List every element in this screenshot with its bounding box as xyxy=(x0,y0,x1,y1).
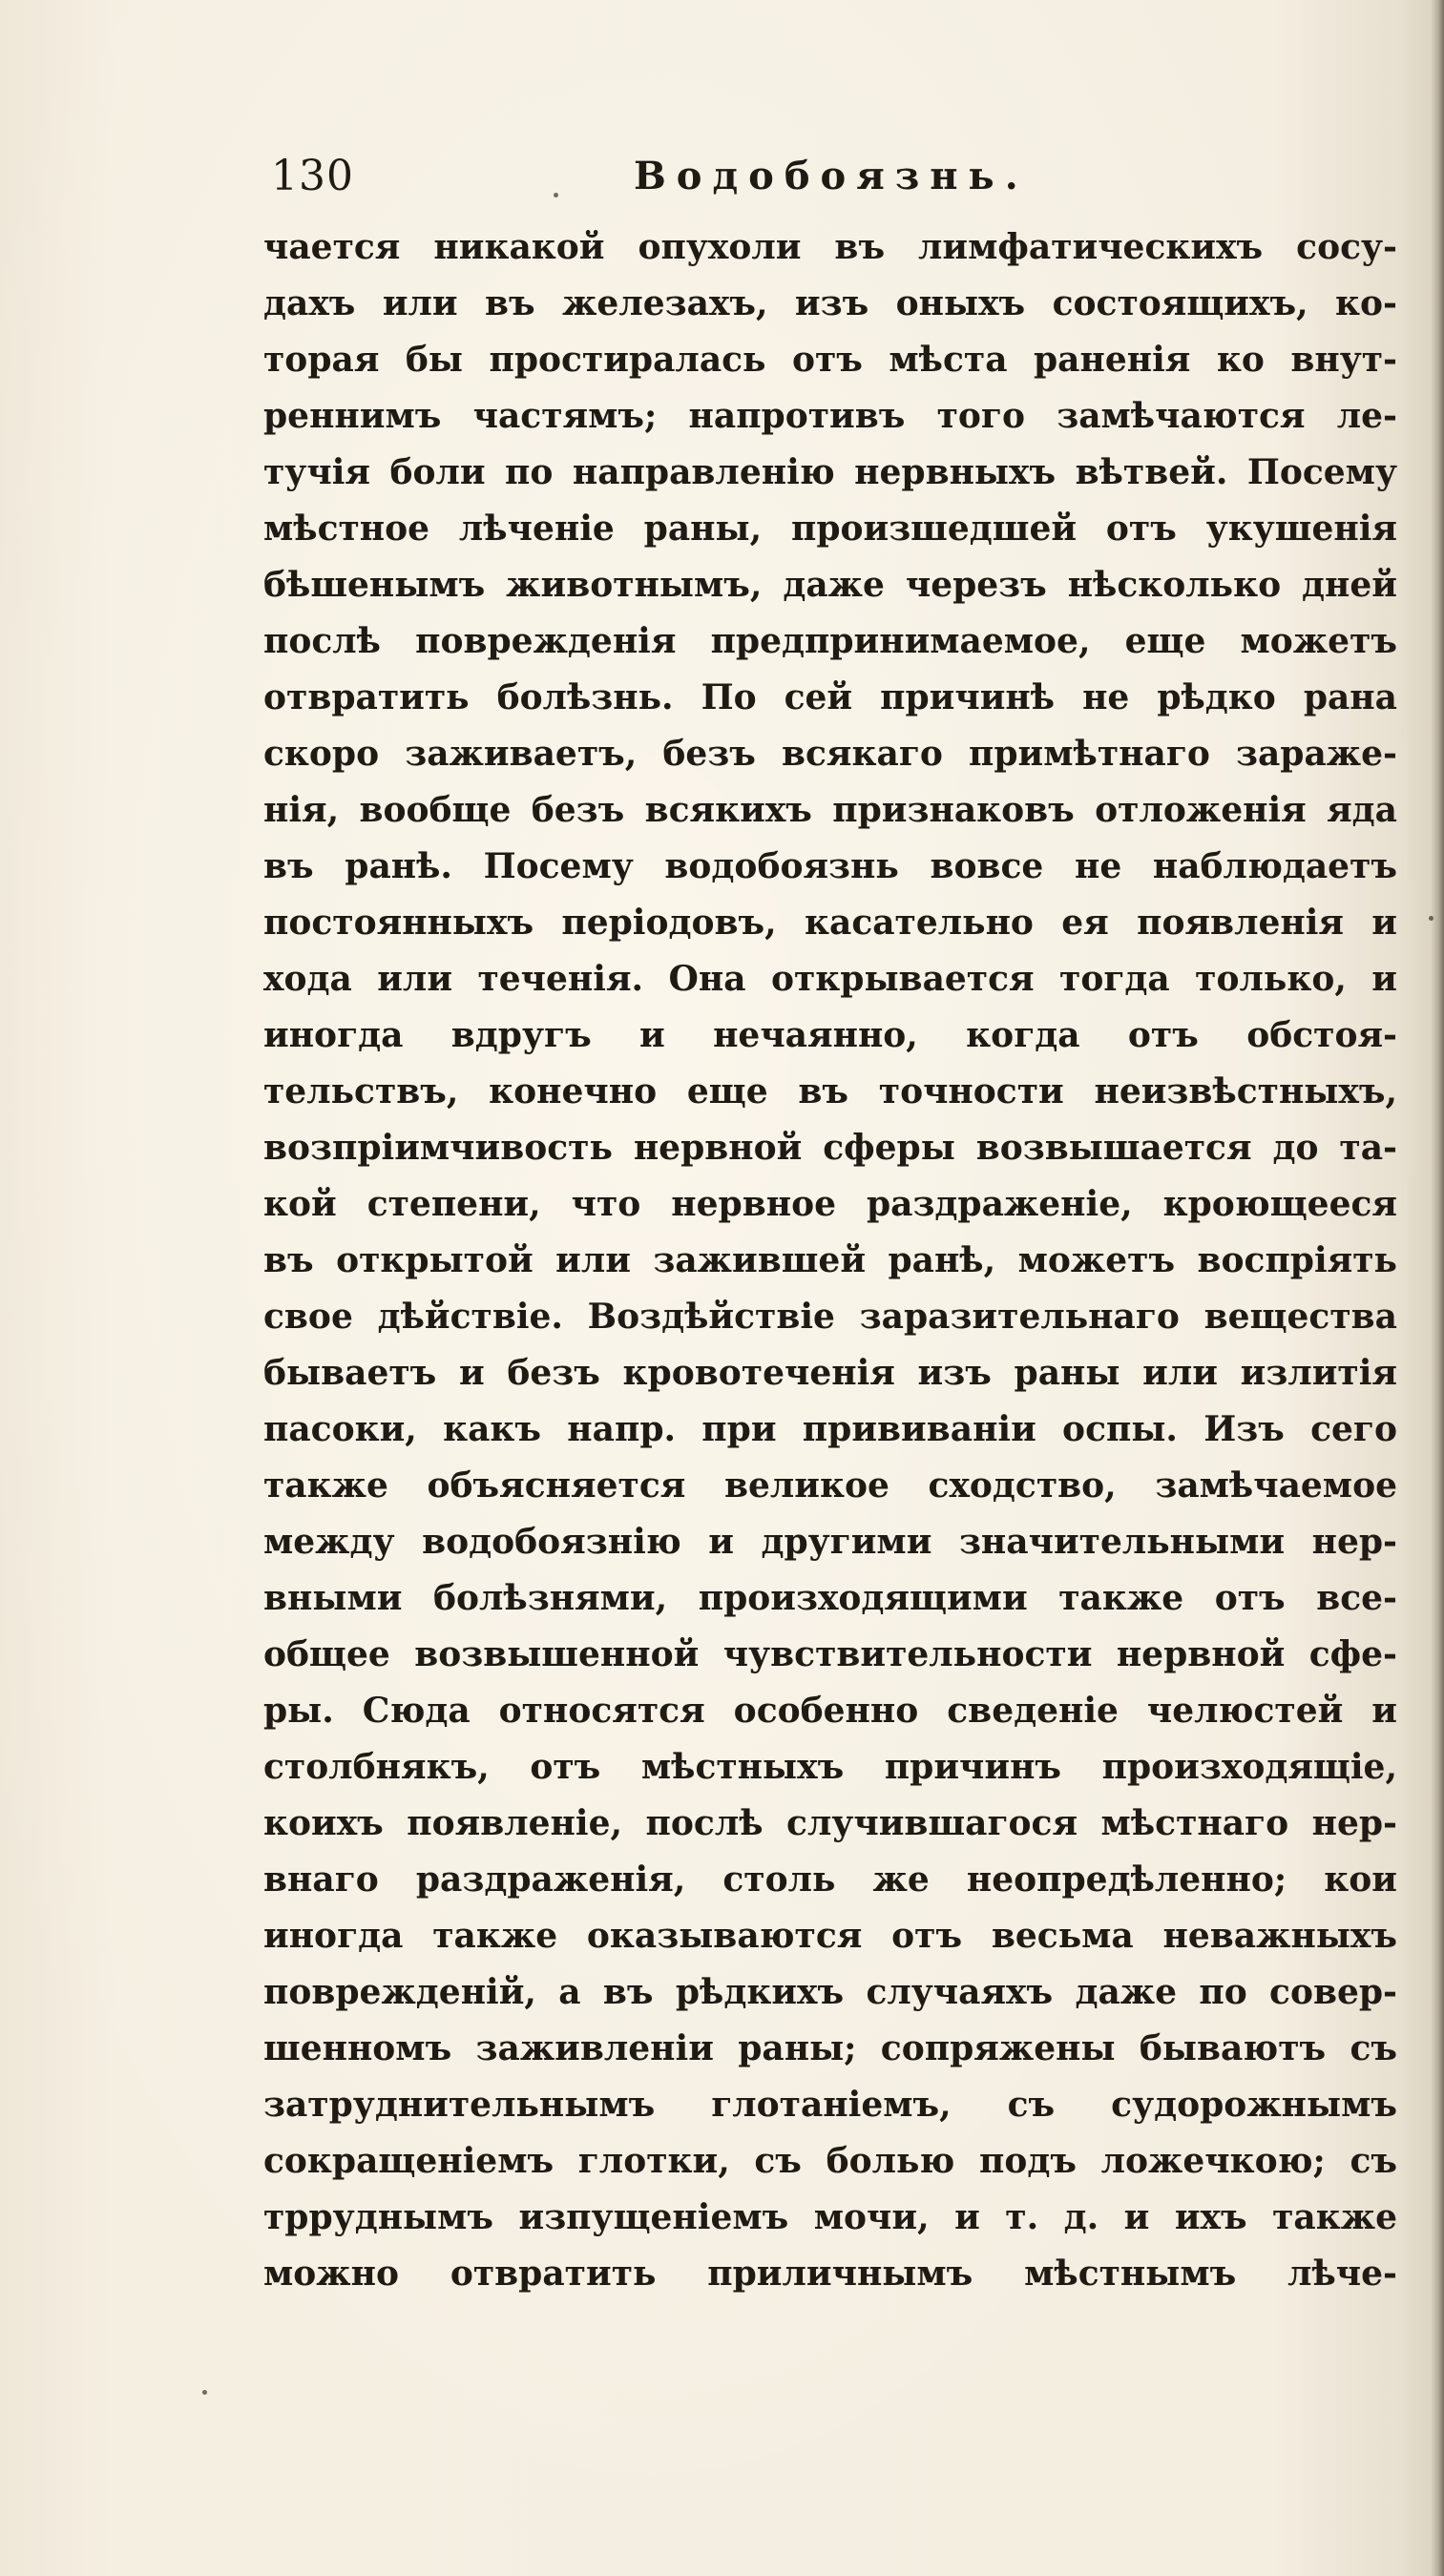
text-line: также объясняется великое сходство, замѣчаемое xyxy=(263,1465,1397,1506)
text-line: кой степени, что нервное раздраженіе, кроющееся xyxy=(263,1184,1397,1224)
ink-speck xyxy=(554,193,558,197)
text-line: общее возвышенной чувствительности нервной сфе- xyxy=(263,1634,1397,1674)
text-line: нія, вообще безъ всякихъ признаковъ отложенія яда xyxy=(263,790,1397,830)
text-line: трруднымъ изпущеніемъ мочи, и т. д. и ихъ также xyxy=(263,2197,1397,2237)
text-line: возпріимчивость нервной сферы возвышается до та- xyxy=(263,1128,1397,1168)
page-header xyxy=(271,143,1054,210)
page-edge-shadow xyxy=(1431,0,1444,2576)
text-line: иногда также оказываются отъ весьма неважныхъ xyxy=(263,1916,1397,1956)
text-line: столбнякъ, отъ мѣстныхъ причинъ произходящіе, xyxy=(263,1747,1397,1787)
text-line: бываетъ и безъ кровотеченія изъ раны или излитія xyxy=(263,1353,1397,1393)
text-line: вными болѣзнями, произходящими также отъ все- xyxy=(263,1578,1397,1618)
text-line: отвратить болѣзнь. По сей причинѣ не рѣдко рана xyxy=(263,677,1397,717)
text-line: хода или теченія. Она открывается тогда только, и xyxy=(263,959,1397,999)
text-line: реннимъ частямъ; напротивъ того замѣчаются ле- xyxy=(263,396,1397,436)
text-line: свое дѣйствіе. Воздѣйствіе заразительнаго вещества xyxy=(263,1297,1397,1337)
text-line: чается никакой опухоли въ лимфатическихъ сосу- xyxy=(263,227,1397,267)
text-line: сокращеніемъ глотки, съ болью подъ ложечкою; съ xyxy=(263,2141,1397,2181)
text-line: бѣшенымъ животнымъ, даже черезъ нѣсколько дней xyxy=(263,565,1397,605)
text-line: пасоки, какъ напр. при прививаніи оспы. Изъ сего xyxy=(263,1409,1397,1449)
text-line: коихъ появленіе, послѣ случившагося мѣстнаго нер- xyxy=(263,1803,1397,1843)
page-number: 130 xyxy=(271,152,354,200)
text-line: затруднительнымъ глотаніемъ, съ судорожнымъ xyxy=(263,2085,1397,2125)
text-line: внаго раздраженія, столь же неопредѣленно; кои xyxy=(263,1859,1397,1900)
text-line: можно отвратить приличнымъ мѣстнымъ лѣче- xyxy=(263,2254,1397,2294)
text-line: ры. Сюда относятся особенно сведеніе челюстей и xyxy=(263,1691,1397,1731)
text-line: постоянныхъ періодовъ, касательно ея появленія и xyxy=(263,903,1397,943)
text-line: иногда вдругъ и нечаянно, когда отъ обстоя- xyxy=(263,1015,1397,1055)
text-line: торая бы простиралась отъ мѣста раненія ко внут- xyxy=(263,340,1397,380)
ink-speck xyxy=(202,2390,207,2395)
body-text xyxy=(263,219,1397,2302)
text-line: между водобоязнію и другими значительными нер- xyxy=(263,1522,1397,1562)
text-line: въ открытой или зажившей ранѣ, можетъ воспріять xyxy=(263,1240,1397,1280)
text-line: скоро заживаетъ, безъ всякаго примѣтнаго зараже- xyxy=(263,734,1397,774)
text-line: тельствъ, конечно еще въ точности неизвѣстныхъ, xyxy=(263,1071,1397,1111)
ink-speck xyxy=(1429,916,1434,921)
running-title: Водобоязнь. xyxy=(634,154,1029,198)
text-line: въ ранѣ. Посему водобоязнь вовсе не наблюдаетъ xyxy=(263,846,1397,886)
text-line: поврежденій, а въ рѣдкихъ случаяхъ даже по совер- xyxy=(263,1972,1397,2012)
text-line: дахъ или въ железахъ, изъ оныхъ состоящихъ, ко- xyxy=(263,283,1397,323)
text-line: послѣ поврежденія предпринимаемое, еще можетъ xyxy=(263,621,1397,661)
text-line: шенномъ заживленіи раны; сопряжены бываютъ съ xyxy=(263,2028,1397,2068)
text-line: тучія боли по направленію нервныхъ вѣтвей. Посему xyxy=(263,452,1397,492)
text-line: мѣстное лѣченіе раны, произшедшей отъ укушенія xyxy=(263,509,1397,549)
